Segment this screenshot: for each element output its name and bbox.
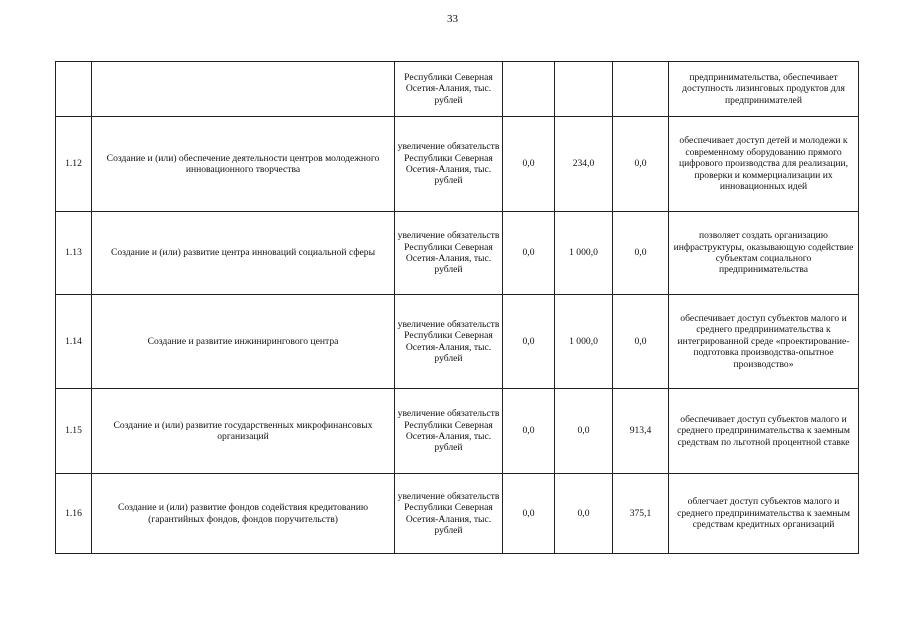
measure-name-cell: Создание и (или) развитие государственных микрофинансовых организаций [92,389,395,474]
value-3-cell: 0,0 [613,212,669,295]
row-number-cell: 1.16 [56,474,92,554]
result-cell: позволяет создать организацию инфраструктуры, оказывающую содействие субъектам социального предпринимательства [669,212,859,295]
result-cell: обеспечивает доступ субъектов малого и среднего предпринимательства к интегрированной среде «проектирование-подготовка производства-опытное производство» [669,295,859,389]
result-cell: обеспечивает доступ детей и молодежи к современному оборудованию прямого цифрового производства для реализации, проверки и коммерциализации их инновационных идей [669,117,859,212]
table-row [56,62,859,117]
row-number-cell: 1.12 [56,117,92,212]
table-row [56,212,859,295]
row-number-cell: 1.14 [56,295,92,389]
measures-table [55,61,859,554]
indicator-cell: Республики Северная Осетия-Алания, тыс. рублей [395,62,503,117]
table-row [56,389,859,474]
indicator-cell: увеличение обязательств Республики Северная Осетия-Алания, тыс. рублей [395,212,503,295]
value-3-cell: 913,4 [613,389,669,474]
value-2-cell [555,62,613,117]
measure-name-cell [92,62,395,117]
table-row [56,117,859,212]
indicator-cell: увеличение обязательств Республики Северная Осетия-Алания, тыс. рублей [395,117,503,212]
result-cell: обеспечивает доступ субъектов малого и среднего предпринимательства к заемным средствам по льготной процентной ставке [669,389,859,474]
value-3-cell [613,62,669,117]
measure-name-cell: Создание и (или) развитие фондов содействия кредитованию (гарантийных фондов, фондов поручительств) [92,474,395,554]
result-cell: облегчает доступ субъектов малого и среднего предпринимательства к заемным средствам кредитных организаций [669,474,859,554]
indicator-cell: увеличение обязательств Республики Северная Осетия-Алания, тыс. рублей [395,295,503,389]
value-1-cell: 0,0 [503,117,555,212]
measure-name-cell: Создание и развитие инжинирингового центра [92,295,395,389]
value-1-cell [503,62,555,117]
measure-name-cell: Создание и (или) обеспечение деятельности центров молодежного инновационного творчества [92,117,395,212]
value-3-cell: 0,0 [613,295,669,389]
measure-name-cell: Создание и (или) развитие центра инноваций социальной сферы [92,212,395,295]
row-number-cell: 1.13 [56,212,92,295]
table-row [56,295,859,389]
indicator-cell: увеличение обязательств Республики Северная Осетия-Алания, тыс. рублей [395,389,503,474]
row-number-cell: 1.15 [56,389,92,474]
row-number-cell [56,62,92,117]
value-1-cell: 0,0 [503,389,555,474]
result-cell: предпринимательства, обеспечивает доступность лизинговых продуктов для предпринимателей [669,62,859,117]
value-2-cell: 0,0 [555,474,613,554]
value-1-cell: 0,0 [503,474,555,554]
value-1-cell: 0,0 [503,212,555,295]
value-3-cell: 0,0 [613,117,669,212]
value-3-cell: 375,1 [613,474,669,554]
value-2-cell: 0,0 [555,389,613,474]
value-2-cell: 234,0 [555,117,613,212]
value-2-cell: 1 000,0 [555,295,613,389]
value-1-cell: 0,0 [503,295,555,389]
page-number: 33 [447,13,458,25]
table-row [56,474,859,554]
indicator-cell: увеличение обязательств Республики Северная Осетия-Алания, тыс. рублей [395,474,503,554]
value-2-cell: 1 000,0 [555,212,613,295]
